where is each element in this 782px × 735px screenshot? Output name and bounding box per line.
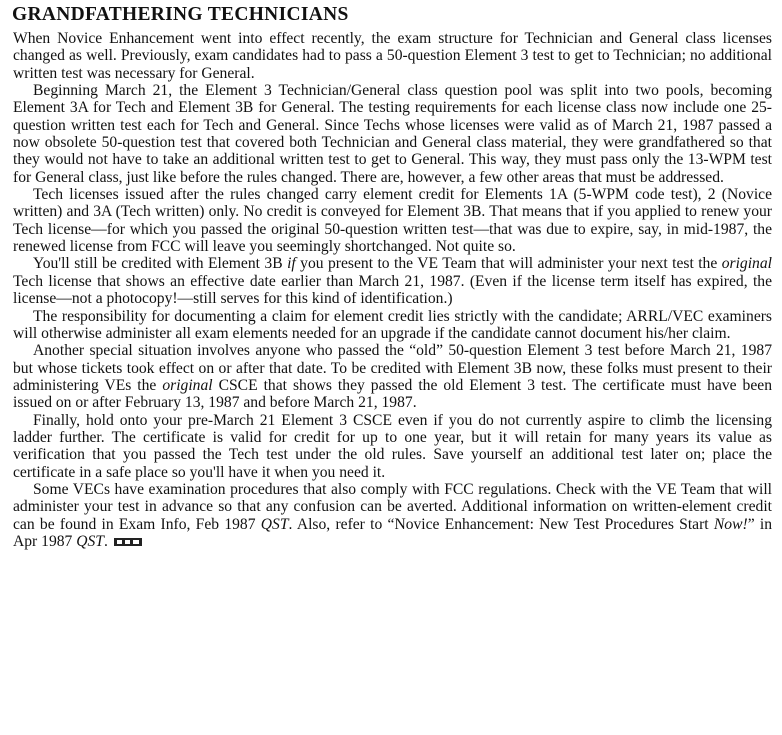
paragraph-4: You'll still be credited with Element 3B if you present to the VE Team that will administer your next test the original Tech license that shows an effective date earlier than March 21, 1987. (Even if the license term itself has expired, the license—not a photocopy!—still serves for this kind of identification.) bbox=[13, 255, 772, 308]
article-body bbox=[13, 30, 772, 550]
paragraph-5: The responsibility for documenting a claim for element credit lies strictly with the candidate; ARRL/VEC examiners will otherwise administer all exam elements needed for an upgrade if the candidate cannot document his/her claim. bbox=[13, 307, 772, 342]
paragraph-8: Some VECs have examination procedures that also comply with FCC regulations. Check with the VE Team that will administer your test in advance so that any confusion can be averted. Additional information on written-element credit can be found in Exam Info, Feb 1987 QST. Also, refer to “Novice Enhancement: New Test Procedures Start Now!” in Apr 1987 QST. bbox=[13, 480, 772, 550]
paragraph-6: Another special situation involves anyone who passed the “old” 50-question Element 3 test before March 21, 1987 but whose tickets took effect on or after that date. To be credited with Element 3B now, these folks must present to their administering VEs the original CSCE that shows they passed the old Element 3 test. The certificate must have been issued on or after February 13, 1987 and before March 21, 1987. bbox=[13, 342, 772, 412]
paragraph-2: Beginning March 21, the Element 3 Technician/General class question pool was split into two pools, becoming Element 3A for Tech and Element 3B for General. The testing requirements for each license class now include one 25-question written test each for Tech and General. Since Techs whose licenses were valid as of March 21, 1987 passed a now obsolete 50-question test that covered both Technician and General class material, they were grandfathered so that they would not have to take an additional written test to get to General. This way, they must pass only the 13-WPM test for General class, just like before the rules changed. There are, however, a few other areas that must be addressed. bbox=[13, 82, 772, 186]
paragraph-1: When Novice Enhancement went into effect recently, the exam structure for Technician and General class licenses changed as well. Previously, exam candidates had to pass a 50-question Element 3 test to get to Technician; no additional written test was necessary for General. bbox=[13, 30, 772, 82]
end-of-article-mark-icon bbox=[114, 537, 142, 547]
paragraph-7: Finally, hold onto your pre-March 21 Element 3 CSCE even if you do not currently aspire to climb the licensing ladder further. The certificate is valid for credit for up to one year, but it will retain for many years its value as verification that you passed the Tech test under the old rules. Save yourself an additional test later on; place the certificate in a safe place so you'll have it when you need it. bbox=[13, 411, 772, 481]
article-title: GRANDFATHERING TECHNICIANS bbox=[12, 4, 349, 25]
paragraph-3: Tech licenses issued after the rules changed carry element credit for Elements 1A (5-WPM code test), 2 (Novice written) and 3A (Tech written) only. No credit is conveyed for Element 3B. That means that if you applied to renew your Tech license—for which you passed the original 50-question written test—that was due to expire, say, in mid-1987, the renewed license from FCC will leave you seemingly shortchanged. Not quite so. bbox=[13, 186, 772, 256]
